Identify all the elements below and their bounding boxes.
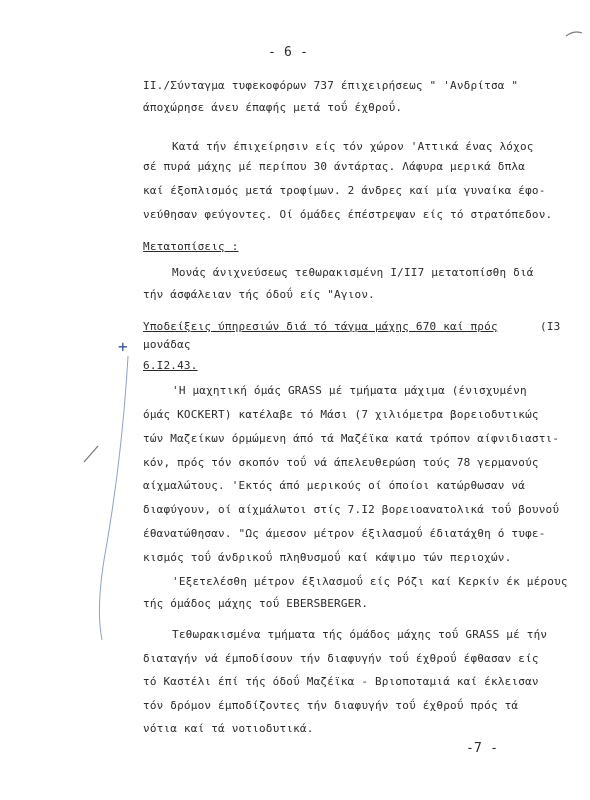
paragraph-2-line-1: Κατά τήν έπιχείρησιν είς τόν χώρον 'Αττικά ένας λόχος (172, 140, 534, 153)
corner-pen-stroke (566, 32, 582, 36)
paragraph-1-line-1: II./Σύνταγμα τυφεκοφόρων 737 έπιχειρήσεως " 'Ανδρίτσα " (143, 79, 519, 92)
paragraph-4-line-1: 'Η μαχητική όμάς GRASS μέ τμήματα μάχιμα (ένισχυμένη (172, 384, 527, 397)
paragraph-4-line-8: κισμός τοΰ άνδρικοΰ πληθυσμοΰ καί κάψιμο τών περιοχών. (143, 551, 512, 564)
heading-relocations: Μετατοπίσεις : (143, 240, 239, 253)
paragraph-6-line-3: τό Καστέλι έπί τής όδοΰ Μαζέϊκα - Βριοποταμιά καί έκλεισαν (143, 675, 539, 688)
paragraph-2-line-2: σέ πυρά μάχης μέ περίπου 30 άντάρτας. Λάφυρα μερικά δπλα (143, 160, 526, 173)
margin-plus-mark: + (118, 337, 128, 356)
paragraph-4-line-5: αίχμαλώτους. 'Εκτός άπό μερικούς οί όποίοι κατώρθωσαν νά (143, 479, 526, 492)
paragraph-2-line-3: καί έξοπλισμός μετά τροφίμων. 2 άνδρες καί μία γυναίκα έφο- (143, 184, 546, 197)
date-heading: 6.Ι2.43. (143, 359, 198, 372)
report-heading-number: (Ι3 (540, 320, 561, 333)
paragraph-6-line-1: Τεθωρακισμένα τμήματα τής όμάδος μάχης τοΰ GRASS μέ τήν (172, 628, 548, 641)
report-heading: Υποδείξεις ύπηρεσιών διά τό τάγμα μάχης 670 καί πρός (143, 320, 498, 333)
paragraph-4-line-6: διαφύγουν, οί αίχμάλωτοι στίς 7.Ι2 βορειοανατολικά τοΰ βουνοΰ (143, 503, 560, 516)
paragraph-1-line-2: άποχώρησε άνευ έπαφής μετά τοΰ έχθροΰ. (143, 101, 403, 114)
paragraph-4-line-7: έθανατώθησαν. "Ως άμεσον μέτρον έξιλασμοΰ έδιατάχθη ό τυφε- (143, 527, 546, 540)
paragraph-4-line-4: κόν, πρός τόν σκοπόν τοΰ νά άπελευθερώση τούς 78 γερμανούς (143, 456, 539, 469)
paragraph-6-line-4: τόν δρόμον έμποδίζοντες τήν διαφυγήν τοΰ έχθροΰ πρός τά (143, 699, 519, 712)
paragraph-6-line-5: νότια καί τά νοτιοδυτικά. (143, 722, 314, 735)
margin-diagonal-stroke (84, 446, 98, 462)
paragraph-4-line-2: όμάς KOCKERT) κατέλαβε τό Μάσι (7 χιλιόμετρα βορειοδυτικώς (143, 408, 539, 421)
paragraph-2-line-4: νεύθησαν φεύγοντες. Οί όμάδες έπέστρεψαν είς τό στρατόπεδον. (143, 208, 553, 221)
paragraph-5-line-1: 'Εξετελέσθη μέτρον έξιλασμοΰ είς Ρόζι καί Κερκίν έκ μέρους (172, 575, 568, 588)
next-page-marker: -7 - (466, 741, 499, 756)
margin-blue-line (99, 356, 128, 640)
paragraph-6-line-2: διαταγήν νά έμποδίσουν τήν διαφυγήν τοΰ έχθροΰ έφθασαν είς (143, 652, 539, 665)
paragraph-3-line-1: Μονάς άνιχνεύσεως τεθωρακισμένη Ι/ΙΙ7 μετατοπίσθη διά (172, 266, 534, 279)
paragraph-3-line-2: τήν άσφάλειαν τής όδοΰ είς "Αγιον. (143, 288, 375, 301)
page-number: - 6 - (268, 45, 309, 60)
paragraph-4-line-3: τών Μαζείκων όρμώμενη άπό τά Μαζέϊκα κατά τρόπον αίφνιδιαστι- (143, 432, 560, 445)
report-heading-line-2: μονάδας (143, 338, 191, 351)
paragraph-5-line-2: τής όμάδος μάχης τοΰ EBERSBERGER. (143, 597, 369, 610)
